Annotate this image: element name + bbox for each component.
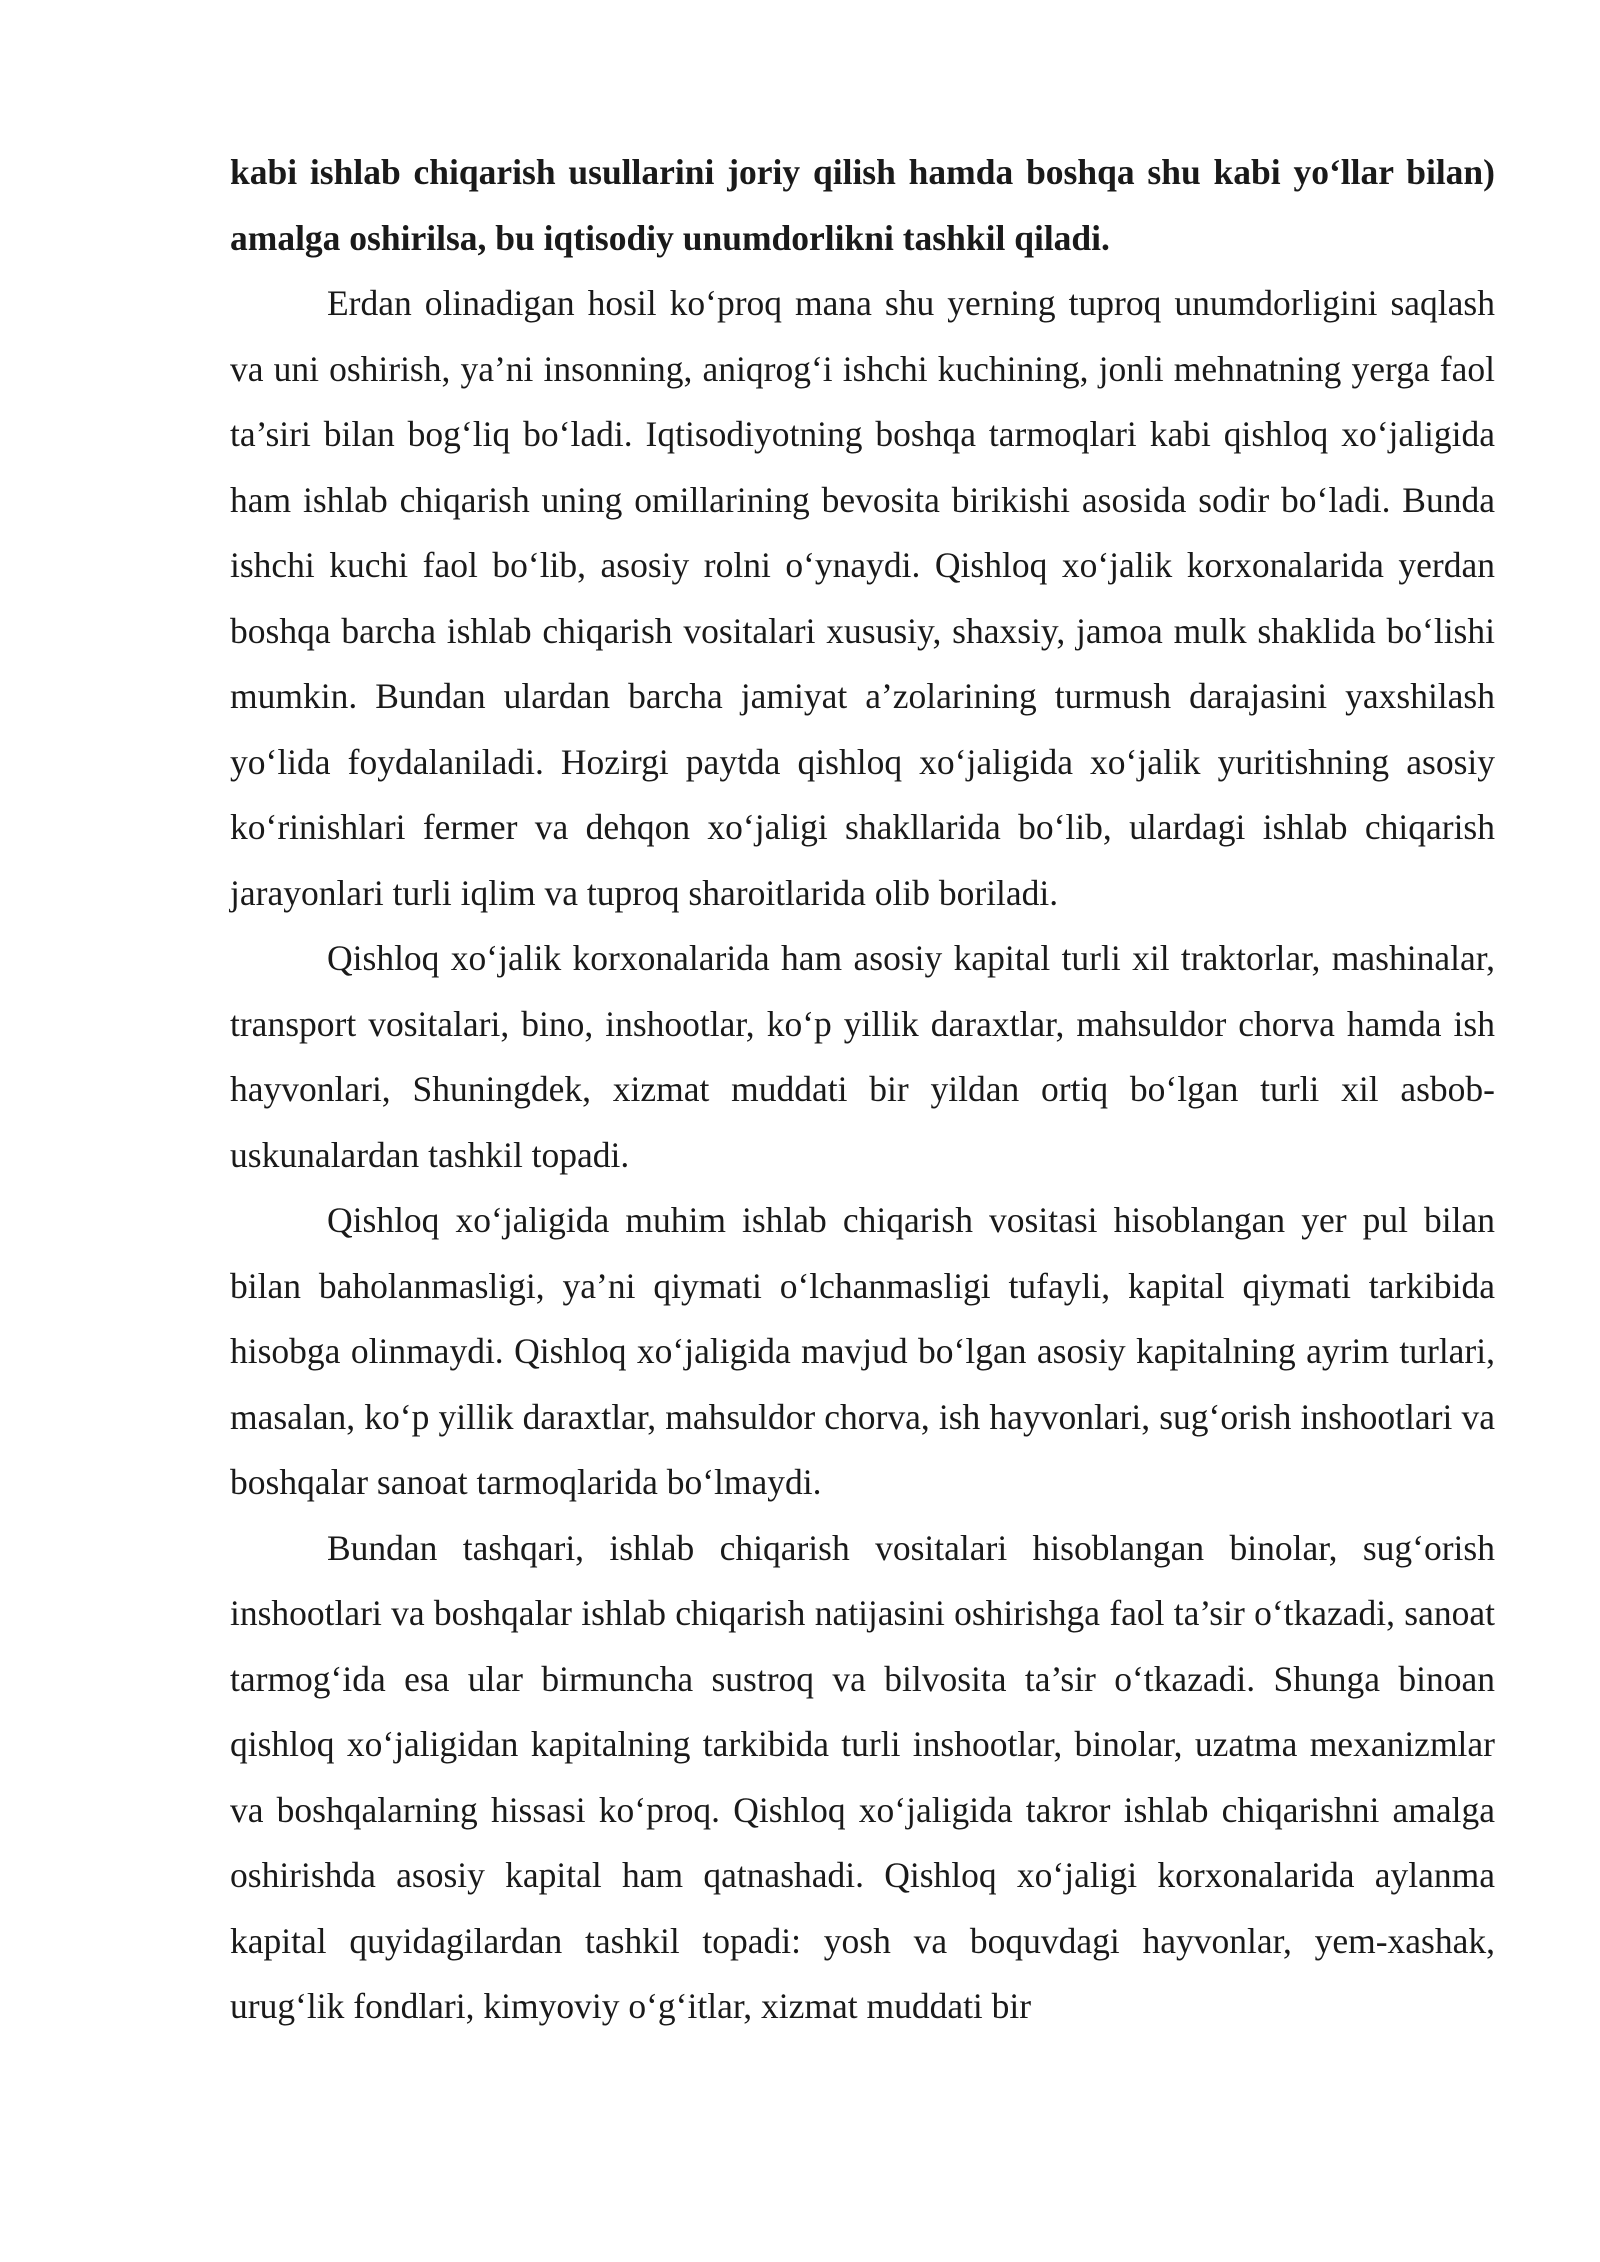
- paragraph-5-working-capital: Bundan tashqari, ishlab chiqarish vositalari hisoblangan binolar, sug‘orish inshootlari va boshqalar ishlab chiqarish natijasini oshirishga faol ta’sir o‘tkazadi, sanoat tarmog‘ida esa ular birmuncha sustroq va bilvosita ta’sir o‘tkazadi. Shunga binoan qishloq xo‘jaligidan kapitalning tarkibida turli inshootlar, binolar, uzatma mexanizmlar va boshqalarning hissasi ko‘proq. Qishloq xo‘jaligida takror ishlab chiqarishni amalga oshirishda asosiy kapital ham qatnashadi. Qishloq xo‘jaligi korxonalarida aylanma kapital quyidagilardan tashkil topadi: yosh va boquvdagi hayvonlar, yem-xashak, urug‘lik fondlari, kimyoviy o‘g‘itlar, xizmat muddati bir: [230, 1527, 1495, 2026]
- paragraph-3-fixed-capital: Qishloq xo‘jalik korxonalarida ham asosiy kapital turli xil traktorlar, mashinalar, transport vositalari, bino, inshootlar, ko‘p yillik daraxtlar, mahsuldor chorva hamda ish hayvonlari, Shuningdek, xizmat muddati bir yildan ortiq bo‘lgan turli xil asbob-uskunalardan tashkil topadi.: [230, 938, 1495, 1175]
- paragraph-1-bold-continuation: kabi ishlab chiqarish usullarini joriy qilish hamda boshqa shu kabi yo‘llar bilan) amalga oshirilsa, bu iqtisodiy unumdorlikni tashkil qiladi.: [230, 152, 1495, 258]
- document-page: [230, 140, 1495, 2040]
- paragraph-4-land-valuation: Qishloq xo‘jaligida muhim ishlab chiqarish vositasi hisoblangan yer pul bilan bilan baholanmasligi, ya’ni qiymati o‘lchanmasligi tufayli, kapital qiymati tarkibida hisobga olinmaydi. Qishloq xo‘jaligida mavjud bo‘lgan asosiy kapitalning ayrim turlari, masalan, ko‘p yillik daraxtlar, mahsuldor chorva, ish hayvonlari, sug‘orish inshootlari va boshqalar sanoat tarmoqlarida bo‘lmaydi.: [230, 1200, 1495, 1502]
- paragraph-2-soil-fertility: Erdan olinadigan hosil ko‘proq mana shu yerning tuproq unumdorligini saqlash va uni oshirish, ya’ni insonning, aniqrog‘i ishchi kuchining, jonli mehnatning yerga faol ta’siri bilan bog‘liq bo‘ladi. Iqtisodiyotning boshqa tarmoqlari kabi qishloq xo‘jaligida ham ishlab chiqarish uning omillarining bevosita birikishi asosida sodir bo‘ladi. Bunda ishchi kuchi faol bo‘lib, asosiy rolni o‘ynaydi. Qishloq xo‘jalik korxonalarida yerdan boshqa barcha ishlab chiqarish vositalari xususiy, shaxsiy, jamoa mulk shaklida bo‘lishi mumkin. Bundan ulardan barcha jamiyat a’zolarining turmush darajasini yaxshilash yo‘lida foydalaniladi. Hozirgi paytda qishloq xo‘jaligida xo‘jalik yuritishning asosiy ko‘rinishlari fermer va dehqon xo‘jaligi shakllarida bo‘lib, ulardagi ishlab chiqarish jarayonlari turli iqlim va tuproq sharoitlarida olib boriladi.: [230, 283, 1495, 913]
